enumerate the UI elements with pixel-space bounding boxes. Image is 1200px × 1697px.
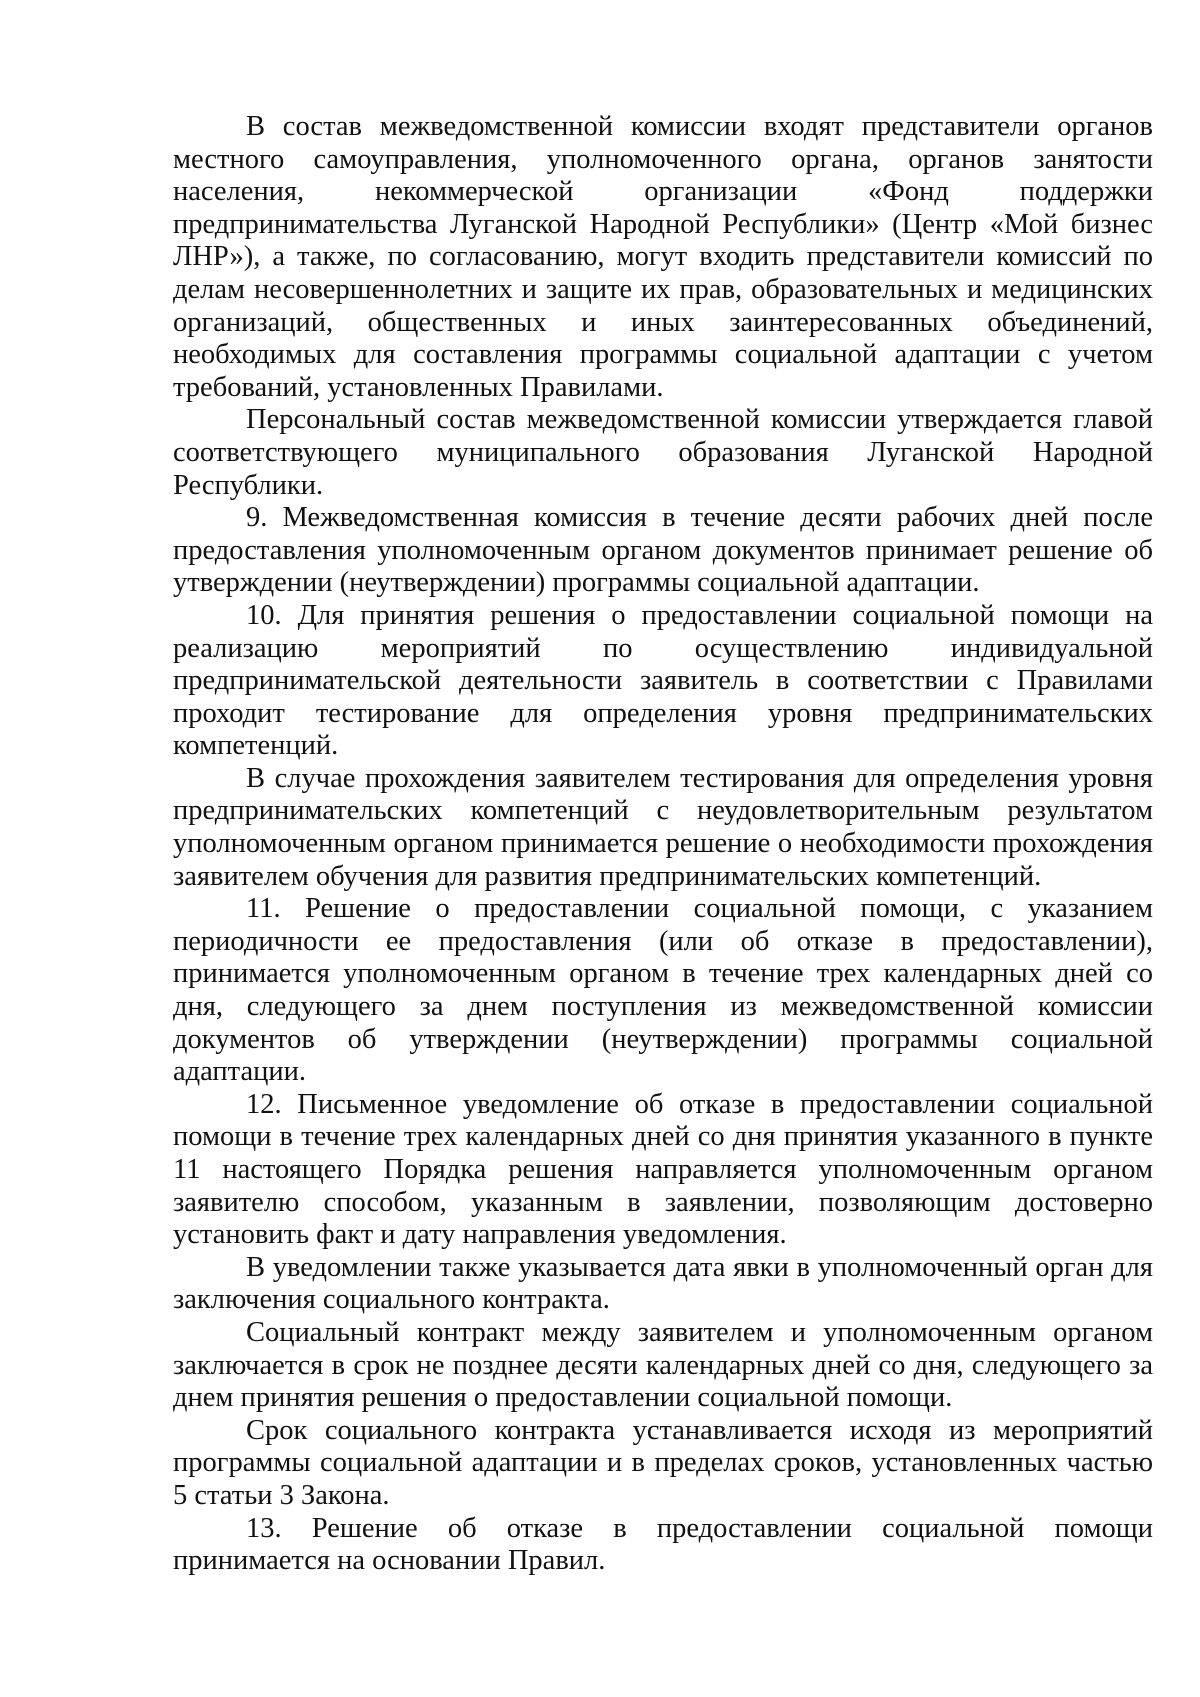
paragraph-testing-result: В случае прохождения заявителем тестирования для определения уровня предпринимательских компетенций с неудовлетворительным результатом уполномоченным органом принимается решение о необходимости прохождения заявителем обучения для развития предпринимательских компетенций. xyxy=(173,762,1153,892)
paragraph-contract-term: Срок социального контракта устанавливается исходя из мероприятий программы социальной адаптации и в пределах сроков, установленных частью 5 статьи 3 Закона. xyxy=(173,1414,1153,1511)
paragraph-item-12: 12. Письменное уведомление об отказе в предоставлении социальной помощи в течение трех календарных дней со дня принятия указанного в пункте 11 настоящего Порядка решения направляется уполномоченным органом заявителю способом, указанным в заявлении, позволяющим достоверно установить факт и дату направления уведомления. xyxy=(173,1088,1153,1251)
paragraph-item-11: 11. Решение о предоставлении социальной помощи, с указанием периодичности ее предоставления (или об отказе в предоставлении), принимается уполномоченным органом в течение трех календарных дней со дня, следующего за днем поступления из межведомственной комиссии документов об утверждении (неутверждении) программы социальной адаптации. xyxy=(173,893,1153,1088)
paragraph-item-9: 9. Межведомственная комиссия в течение десяти рабочих дней после предоставления уполномоченным органом документов принимает решение об утверждении (неутверждении) программы социальной адаптации. xyxy=(173,502,1153,599)
paragraph-item-10: 10. Для принятия решения о предоставлении социальной помощи на реализацию мероприятий по осуществлению индивидуальной предпринимательской деятельности заявитель в соответствии с Правилами проходит тестирование для определения уровня предпринимательских компетенций. xyxy=(173,599,1153,762)
paragraph-notice-date: В уведомлении также указывается дата явки в уполномоченный орган для заключения социального контракта. xyxy=(173,1251,1153,1316)
paragraph-commission-composition: В состав межведомственной комиссии входят представители органов местного самоуправления, уполномоченного органа, органов занятости населения, некоммерческой организации «Фонд поддержки предпринимательства Луганской Народной Республики» (Центр «Мой бизнес ЛНР»), а также, по согласованию, могут входить представители комиссий по делам несовершеннолетних и защите их прав, образовательных и медицинских организаций, общественных и иных заинтересованных объединений, необходимых для составления программы социальной адаптации с учетом требований, установленных Правилами. xyxy=(173,111,1153,403)
paragraph-personal-composition: Персональный состав межведомственной комиссии утверждается главой соответствующего муниципального образования Луганской Народной Республики. xyxy=(173,404,1153,501)
document-body xyxy=(173,111,1153,1578)
paragraph-contract-conclusion: Социальный контракт между заявителем и уполномоченным органом заключается в срок не позднее десяти календарных дней со дня, следующего за днем принятия решения о предоставлении социальной помощи. xyxy=(173,1316,1153,1414)
paragraph-item-13: 13. Решение об отказе в предоставлении социальной помощи принимается на основании Правил. xyxy=(173,1512,1153,1577)
